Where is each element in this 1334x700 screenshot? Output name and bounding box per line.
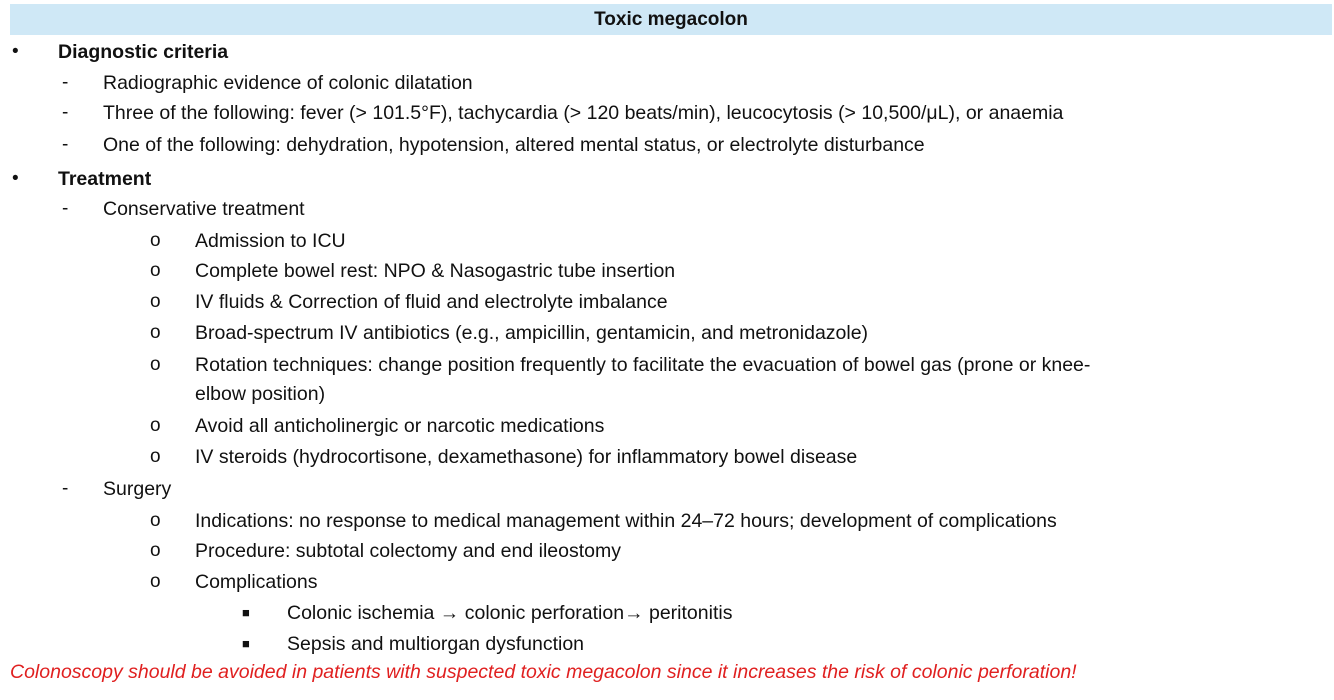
circle-icon: o: [150, 230, 161, 251]
conservative-item: Complete bowel rest: NPO & Nasogastric tube insertion: [195, 260, 676, 282]
warning-note: Colonoscopy should be avoided in patients with suspected toxic megacolon since it increases the risk of colonic perforation!: [10, 661, 1077, 683]
circle-icon: o: [150, 354, 161, 375]
conservative-item: Admission to ICU: [195, 230, 346, 252]
square-bullet-icon: ■: [242, 636, 250, 651]
diagnostic-item: Radiographic evidence of colonic dilatation: [103, 72, 473, 94]
circle-icon: o: [150, 291, 161, 312]
conservative-item: Broad-spectrum IV antibiotics (e.g., ampicillin, gentamicin, and metronidazole): [195, 322, 869, 344]
dash-icon: -: [62, 72, 69, 93]
surgery-item: Indications: no response to medical management within 24–72 hours; development of complications: [195, 510, 1057, 532]
bullet-icon: •: [12, 168, 19, 189]
diagnostic-item: One of the following: dehydration, hypotension, altered mental status, or electrolyte disturbance: [103, 134, 925, 156]
diagnostic-item: Three of the following: fever (> 101.5°F), tachycardia (> 120 beats/min), leucocytosis (> 10,500/μL), or anaemia: [103, 102, 1064, 124]
dash-icon: -: [62, 102, 69, 123]
circle-icon: o: [150, 446, 161, 467]
complication-item: Colonic ischemia → colonic perforation→ peritonitis: [287, 602, 733, 624]
conservative-item-continued: elbow position): [195, 383, 326, 405]
circle-icon: o: [150, 540, 161, 561]
conservative-label: Conservative treatment: [103, 198, 305, 220]
surgery-item: Procedure: subtotal colectomy and end ileostomy: [195, 540, 621, 562]
conservative-item: IV fluids & Correction of fluid and electrolyte imbalance: [195, 291, 668, 313]
conservative-item: Rotation techniques: change position frequently to facilitate the evacuation of bowel gas (prone or knee-: [195, 354, 1091, 376]
dash-icon: -: [62, 134, 69, 155]
dash-icon: -: [62, 478, 69, 499]
diagnostic-heading: Diagnostic criteria: [58, 41, 229, 63]
treatment-heading: Treatment: [58, 168, 152, 190]
circle-icon: o: [150, 322, 161, 343]
page-title: Toxic megacolon: [10, 4, 1332, 35]
complication-item: Sepsis and multiorgan dysfunction: [287, 633, 585, 655]
surgery-label: Surgery: [103, 478, 172, 500]
square-bullet-icon: ■: [242, 605, 250, 620]
circle-icon: o: [150, 571, 161, 592]
bullet-icon: •: [12, 41, 19, 62]
dash-icon: -: [62, 198, 69, 219]
conservative-item: Avoid all anticholinergic or narcotic medications: [195, 415, 605, 437]
circle-icon: o: [150, 260, 161, 281]
surgery-item: Complications: [195, 571, 318, 593]
circle-icon: o: [150, 510, 161, 531]
conservative-item: IV steroids (hydrocortisone, dexamethasone) for inflammatory bowel disease: [195, 446, 858, 468]
circle-icon: o: [150, 415, 161, 436]
